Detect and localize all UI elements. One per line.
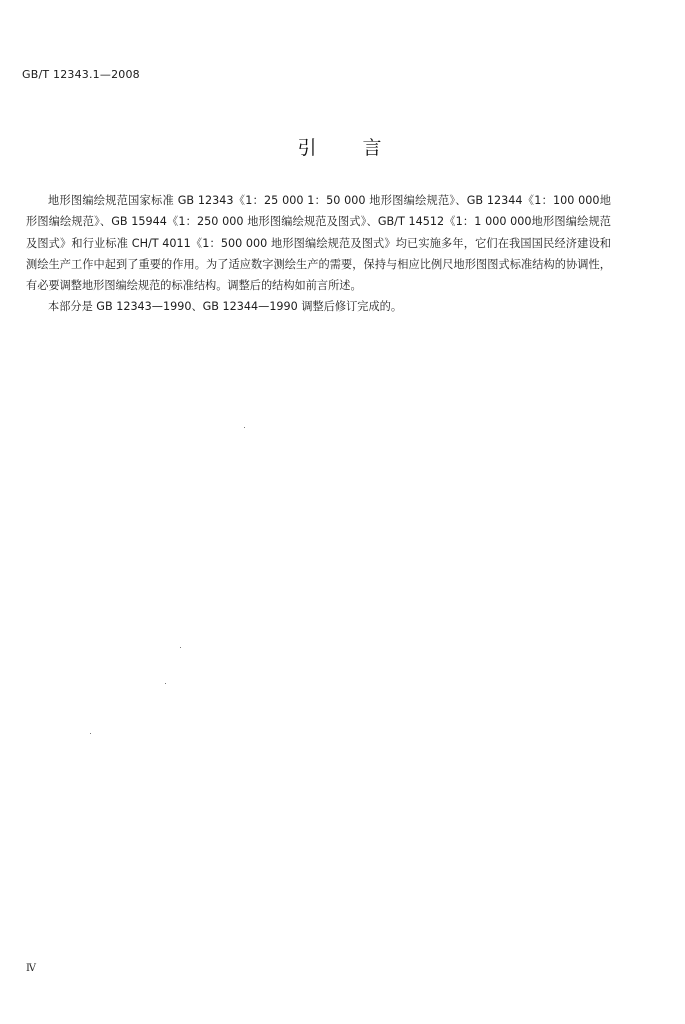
scan-speck [165,683,166,684]
scan-speck [90,733,91,734]
body-text [26,190,611,318]
page-title: 引言 [297,137,428,159]
standard-code: GB/T 12343.1—2008 [22,68,140,81]
page-number: Ⅳ [26,963,36,974]
scan-speck [180,647,181,648]
paragraph-1: 地形图编绘规范国家标准 GB 12343《1：25 000 1：50 000 地形图编绘规范》、GB 12344《1：100 000地形图编绘规范》、GB 15944《1：250 000 地形图编绘规范及图式》、GB/T 14512《1：1 000 000地形图编绘规范及图式》和行业标准 CH/T 4011《1：500 000 地形图编绘规范及图式》均已实施多年，它们在我国国民经济建设和测绘生产工作中起到了重要的作用。为了适应数字测绘生产的需要，保持与相应比例尺地形图图式标准结构的协调性，有必要调整地形图编绘规范的标准结构。调整后的结构如前言所述。 [26,194,611,293]
paragraph-2: 本部分是 GB 12343—1990、GB 12344—1990 调整后修订完成的。 [48,300,403,314]
scan-speck [244,427,245,428]
